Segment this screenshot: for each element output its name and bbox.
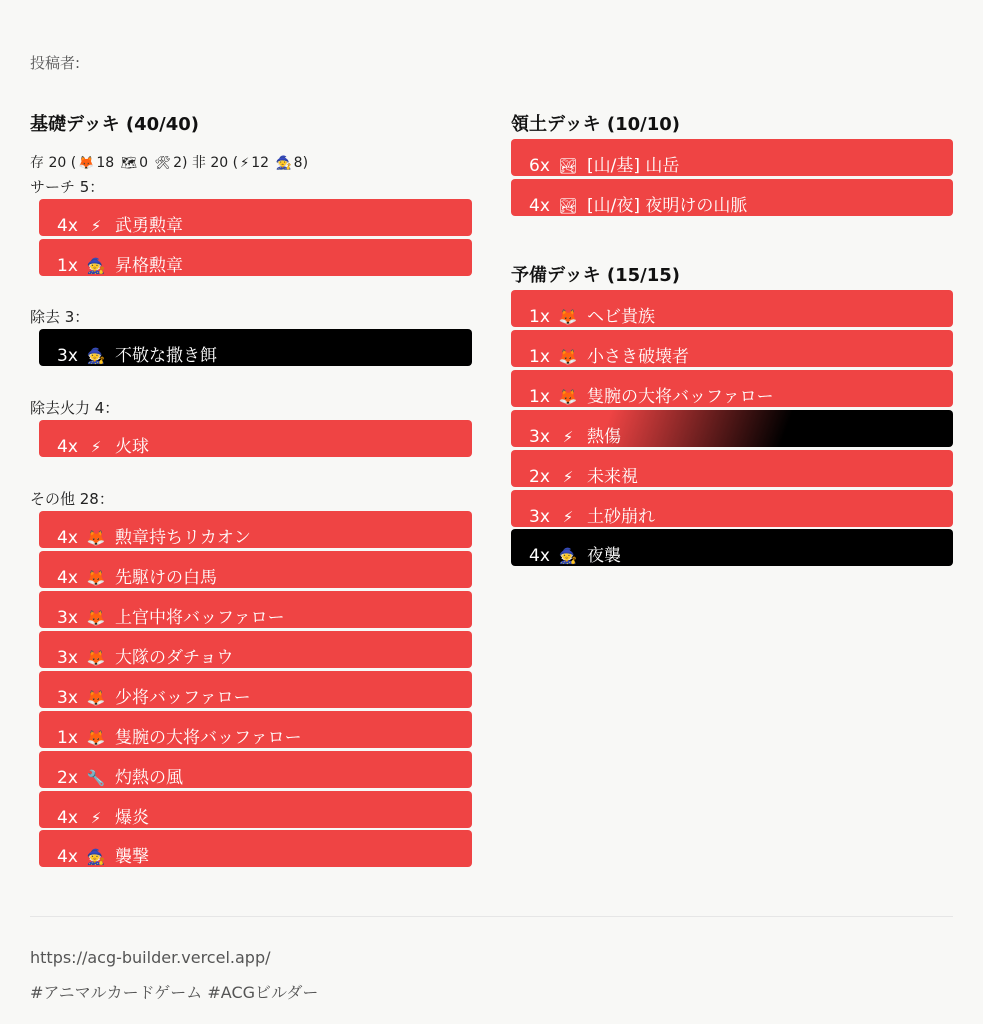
section-label-removal: 除去 3： bbox=[30, 308, 90, 326]
card-count: 4x bbox=[529, 546, 550, 566]
card-count: 1x bbox=[529, 387, 550, 407]
fox-icon: 🦊 bbox=[558, 308, 578, 326]
card-name: 昇格勲章 bbox=[115, 256, 183, 276]
card-name: [山/基] 山岳 bbox=[587, 156, 680, 176]
card-name: 襲撃 bbox=[115, 847, 149, 867]
card-row[interactable] bbox=[39, 511, 472, 548]
card-count: 2x bbox=[57, 768, 78, 788]
wrench-icon: 🔧 bbox=[86, 769, 106, 787]
fox-icon: 🦊 bbox=[78, 156, 95, 171]
card-row[interactable] bbox=[39, 711, 472, 748]
card-name: 武勇勲章 bbox=[115, 216, 183, 236]
fox-icon: 🦊 bbox=[86, 569, 106, 587]
bolt-icon: ⚡ bbox=[90, 809, 102, 827]
map-count: 0 bbox=[139, 155, 149, 171]
section-label-search: サーチ 5： bbox=[30, 178, 105, 196]
card-name: 爆炎 bbox=[115, 808, 149, 828]
card-row[interactable] bbox=[39, 199, 472, 236]
card-count: 3x bbox=[529, 507, 550, 527]
bolt-icon: ⚡ bbox=[562, 468, 574, 486]
card-count: 4x bbox=[57, 216, 78, 236]
card-count: 1x bbox=[529, 347, 550, 367]
card-row[interactable] bbox=[39, 631, 472, 668]
card-row[interactable] bbox=[39, 671, 472, 708]
mage-icon: 🧙 bbox=[275, 156, 292, 171]
card-row[interactable] bbox=[39, 420, 472, 457]
bolt-icon: ⚡ bbox=[90, 217, 102, 235]
card-count: 4x bbox=[57, 528, 78, 548]
card-row[interactable] bbox=[39, 591, 472, 628]
map-icon: 🗺 bbox=[120, 156, 138, 171]
card-count: 6x bbox=[529, 156, 550, 176]
card-row[interactable] bbox=[511, 139, 953, 176]
fox-icon: 🦊 bbox=[86, 649, 106, 667]
card-row[interactable] bbox=[511, 450, 953, 487]
card-name: 火球 bbox=[115, 437, 149, 457]
stats-pre: 存 20 ( bbox=[30, 155, 77, 171]
landscape-icon: 🏞 bbox=[558, 157, 578, 175]
card-row[interactable] bbox=[39, 791, 472, 828]
card-name: 未来視 bbox=[587, 467, 638, 487]
tool-count: 2) 非 20 ( bbox=[173, 155, 239, 171]
mage-icon: 🧙 bbox=[86, 257, 106, 275]
card-row[interactable] bbox=[511, 410, 953, 447]
card-row[interactable] bbox=[39, 551, 472, 588]
card-name: 熱傷 bbox=[587, 427, 621, 447]
bolt-icon: ⚡ bbox=[90, 438, 102, 456]
fox-count: 18 bbox=[96, 155, 115, 171]
card-count: 1x bbox=[529, 307, 550, 327]
basic-deck-title: 基礎デッキ (40/40) bbox=[30, 114, 200, 135]
card-count: 3x bbox=[529, 427, 550, 447]
fox-icon: 🦊 bbox=[558, 388, 578, 406]
card-count: 4x bbox=[57, 437, 78, 457]
card-count: 4x bbox=[57, 568, 78, 588]
card-row[interactable] bbox=[511, 179, 953, 216]
card-name: ヘビ貴族 bbox=[587, 307, 655, 327]
territory-deck-title: 領土デッキ (10/10) bbox=[511, 114, 681, 135]
card-count: 3x bbox=[57, 346, 78, 366]
tool-icon: 🛠 bbox=[154, 156, 172, 171]
card-name: 夜襲 bbox=[587, 546, 621, 566]
card-count: 1x bbox=[57, 728, 78, 748]
card-row[interactable] bbox=[511, 330, 953, 367]
poster-label: 投稿者: bbox=[30, 54, 81, 72]
card-name: [山/夜] 夜明けの山脈 bbox=[587, 196, 748, 216]
mage-icon: 🧙 bbox=[558, 547, 578, 565]
section-label-removal-burn: 除去火力 4： bbox=[30, 399, 120, 417]
card-count: 3x bbox=[57, 648, 78, 668]
bolt-icon: ⚡ bbox=[562, 428, 574, 446]
fox-icon: 🦊 bbox=[558, 348, 578, 366]
card-name: 灼熱の風 bbox=[115, 768, 183, 788]
landscape-icon: 🏞 bbox=[558, 197, 578, 215]
bolt-icon: ⚡ bbox=[562, 508, 574, 526]
card-count: 3x bbox=[57, 688, 78, 708]
footer-divider bbox=[30, 916, 953, 917]
card-name: 先駆けの白馬 bbox=[115, 568, 217, 588]
card-row[interactable] bbox=[511, 529, 953, 566]
card-count: 3x bbox=[57, 608, 78, 628]
card-name: 上官中将バッファロー bbox=[115, 608, 285, 628]
card-name: 少将バッファロー bbox=[115, 688, 251, 708]
card-name: 勲章持ちリカオン bbox=[115, 528, 251, 548]
fox-icon: 🦊 bbox=[86, 689, 106, 707]
mage-count: 8) bbox=[293, 155, 309, 171]
card-row[interactable] bbox=[39, 751, 472, 788]
card-name: 隻腕の大将バッファロー bbox=[587, 387, 774, 407]
card-name: 小さき破壊者 bbox=[587, 347, 689, 367]
card-count: 4x bbox=[57, 808, 78, 828]
card-row[interactable] bbox=[39, 329, 472, 366]
card-count: 4x bbox=[57, 847, 78, 867]
fox-icon: 🦊 bbox=[86, 609, 106, 627]
card-name: 不敬な撒き餌 bbox=[115, 346, 217, 366]
card-row[interactable] bbox=[511, 490, 953, 527]
footer-url[interactable]: https://acg-builder.vercel.app/ bbox=[30, 948, 271, 967]
fox-icon: 🦊 bbox=[86, 729, 106, 747]
card-count: 2x bbox=[529, 467, 550, 487]
card-name: 大隊のダチョウ bbox=[115, 648, 234, 668]
card-row[interactable] bbox=[39, 239, 472, 276]
card-count: 4x bbox=[529, 196, 550, 216]
card-name: 土砂崩れ bbox=[587, 507, 655, 527]
card-name: 隻腕の大将バッファロー bbox=[115, 728, 302, 748]
fox-icon: 🦊 bbox=[86, 529, 106, 547]
bolt-icon: ⚡ bbox=[240, 156, 250, 171]
card-row[interactable] bbox=[39, 830, 472, 867]
card-count: 1x bbox=[57, 256, 78, 276]
deck-stats bbox=[30, 152, 308, 172]
footer-hashtags: #アニマルカードゲーム #ACGビルダー bbox=[30, 983, 319, 1002]
mage-icon: 🧙 bbox=[86, 347, 106, 365]
card-row[interactable] bbox=[511, 370, 953, 407]
bolt-count: 12 bbox=[251, 155, 270, 171]
section-label-others: その他 28： bbox=[30, 490, 114, 508]
card-row[interactable] bbox=[511, 290, 953, 327]
mage-icon: 🧙 bbox=[86, 848, 106, 866]
reserve-deck-title: 予備デッキ (15/15) bbox=[511, 265, 681, 286]
